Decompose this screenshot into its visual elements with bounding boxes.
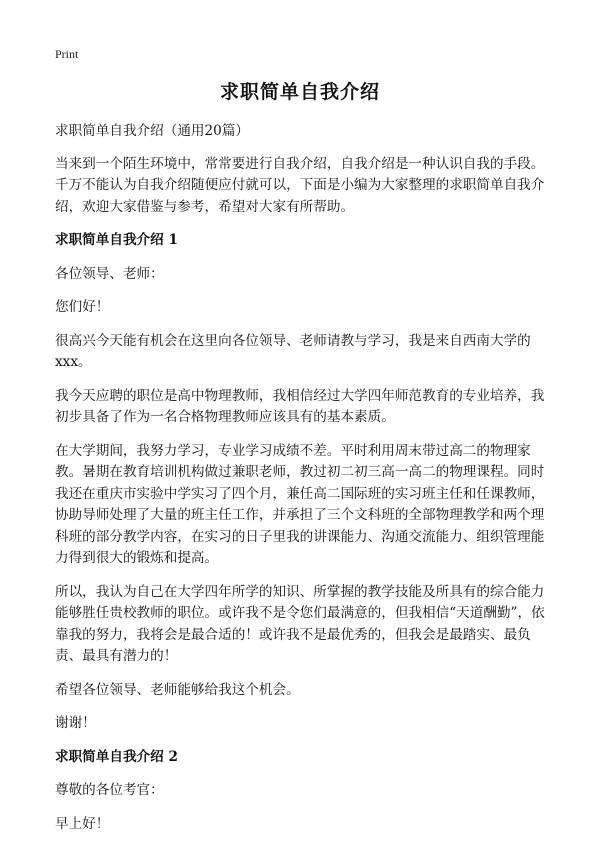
paragraph-experience: 在大学期间，我努力学习，专业学习成绩不差。平时利用周末带过高二的物理家教。暑期在教育培训机构做过兼职老师，教过初二初三高一高二的物理课程。同时我还在重庆市实验中学实习了四个月，兼任高二国际班的实习班主任和任课教师，协助导师处理了大量的班主任工作，并承担了三个文科班的全部物理教学和两个理科班的部分教学内容，在实习的日子里我的讲课能力、沟通交流能力、组织管理能力得到很大的锻炼和提高。 [55, 442, 545, 566]
paragraph-conclusion: 所以，我认为自己在大学四年所学的知识、所掌握的教学技能及所具有的综合能力能够胜任贵校教师的职位。或许我不是令您们最满意的，但我相信“天道酬勤”，依靠我的努力，我将会是最合适的！或许我不是最优秀的，但我会是最踏实、最负责、最具有潜力的！ [55, 583, 545, 664]
paragraph-thanks: 谢谢！ [55, 715, 96, 731]
paragraph-position: 我今天应聘的职位是高中物理教师，我相信经过大学四年师范教育的专业培养，我初步具备了作为一名合格物理教师应该具有的基本素质。 [55, 387, 545, 425]
page-title: 求职简单自我介绍 [219, 81, 380, 103]
print-link[interactable]: Print [55, 47, 79, 61]
greeting-2: 早上好！ [55, 815, 110, 832]
salutation: 各位领导、老师： [55, 265, 164, 282]
paragraph-hope: 希望各位领导、老师能够给我这个机会。 [55, 681, 300, 698]
paragraph-introduction: 很高兴今天能有机会在这里向各位领导、老师请教与学习，我是来自西南大学的xxx。 [55, 332, 531, 370]
article-body [55, 121, 553, 847]
greeting: 您们好！ [55, 299, 110, 315]
article-subtitle: 求职简单自我介绍（通用20篇） [55, 123, 250, 139]
section-heading-1: 求职简单自我介绍 1 [55, 232, 178, 248]
section-heading-2: 求职简单自我介绍 2 [55, 748, 178, 765]
salutation-2: 尊敬的各位考官： [55, 782, 164, 798]
intro-paragraph: 当来到一个陌生环境中，常常要进行自我介绍，自我介绍是一种认识自我的手段。千万不能认为自我介绍随便应付就可以，下面是小编为大家整理的求职简单自我介绍，欢迎大家借鉴与参考，希望对大家有所帮助。 [55, 155, 545, 215]
